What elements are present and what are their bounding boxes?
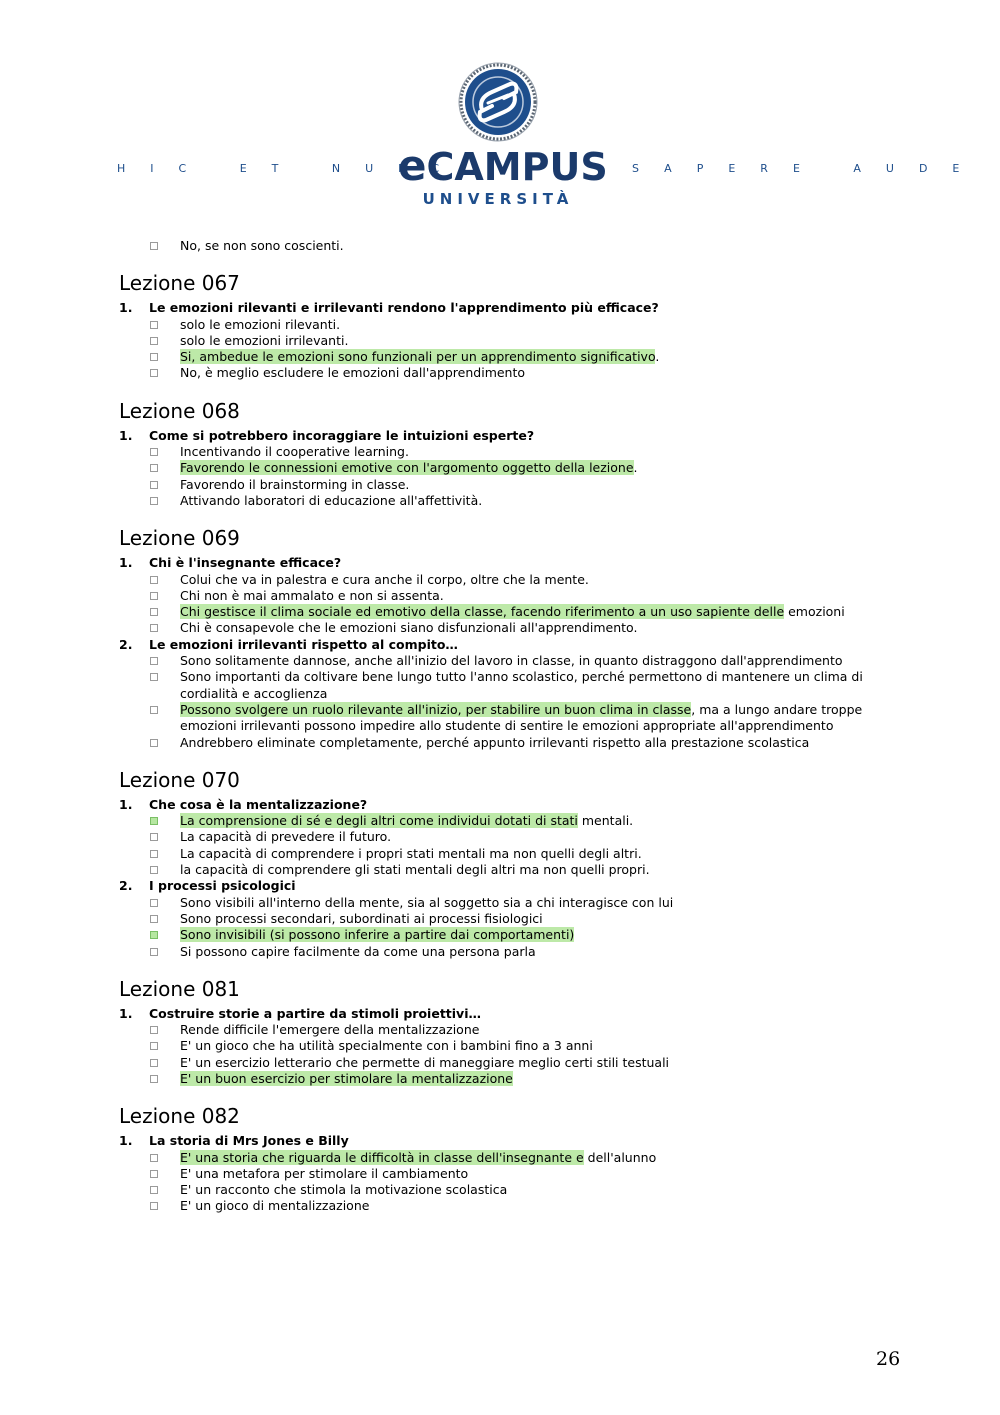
answer-options — [119, 1150, 909, 1215]
checkbox-icon — [149, 477, 180, 493]
checkbox-icon — [149, 333, 180, 349]
lesson-section — [119, 270, 909, 381]
checkbox-icon — [149, 862, 180, 878]
checkbox-icon — [149, 846, 180, 862]
answer-option — [149, 1166, 909, 1182]
answer-rest: Chi non è mai ammalato e non si assenta. — [180, 587, 444, 603]
answer-rest: Andrebbero eliminate completamente, perché appunto irrilevanti rispetto alla prestazione scolastica — [180, 734, 810, 750]
lesson-section — [119, 1103, 909, 1214]
answer-text — [180, 669, 909, 702]
answer-option-correct — [149, 927, 909, 943]
highlighted-answer: Si, ambedue le emozioni sono funzionali per un apprendimento significativo — [180, 349, 656, 365]
highlighted-answer: Possono svolgere un ruolo rilevante all'inizio, per stabilire un buon clima in classe — [180, 701, 692, 717]
question-text: Come si potrebbero incoraggiare le intuizioni esperte? — [149, 427, 535, 443]
question-title — [119, 637, 909, 653]
answer-rest: emozioni — [784, 604, 845, 620]
answer-text — [180, 1150, 909, 1166]
answer-option-correct — [149, 813, 909, 829]
answer-text — [180, 365, 909, 381]
answer-options — [119, 444, 909, 509]
answer-rest: Si possono capire facilmente da come una persona parla — [180, 943, 536, 959]
page-number: 26 — [876, 1348, 901, 1370]
question-number: 1. — [119, 300, 133, 316]
question-number: 1. — [119, 1133, 133, 1149]
answer-text — [180, 653, 909, 669]
answer-option — [149, 333, 909, 349]
answer-option — [149, 477, 909, 493]
checkbox-icon — [149, 702, 180, 735]
answer-option — [149, 895, 909, 911]
document-body — [119, 238, 909, 1215]
checkbox-icon — [149, 669, 180, 702]
question-item — [119, 555, 909, 636]
question-item — [119, 1006, 909, 1087]
question-text: Chi è l'insegnante efficace? — [149, 555, 342, 571]
question-number: 1. — [119, 1005, 133, 1021]
motto-right: SAPERE AUDE — [632, 162, 985, 175]
answer-rest: E' un gioco di mentalizzazione — [180, 1198, 370, 1214]
answer-rest: Colui che va in palestra e cura anche il corpo, oltre che la mente. — [180, 571, 589, 587]
checkbox-icon — [149, 1198, 180, 1214]
answer-option — [149, 1038, 909, 1054]
answer-text — [180, 572, 909, 588]
question-title — [119, 1133, 909, 1149]
question-number: 1. — [119, 427, 133, 443]
answer-text — [180, 1182, 909, 1198]
answer-options — [119, 572, 909, 637]
answer-rest: E' un gioco che ha utilità specialmente con i bambini fino a 3 anni — [180, 1038, 593, 1054]
answer-option-correct — [149, 1071, 909, 1087]
checkbox-icon — [149, 572, 180, 588]
question-text: Le emozioni rilevanti e irrilevanti rendono l'apprendimento più efficace? — [149, 300, 659, 316]
checkbox-icon — [149, 588, 180, 604]
answer-option — [149, 588, 909, 604]
brand-name: CAMPUS — [426, 145, 608, 189]
checkbox-icon — [149, 927, 180, 943]
answer-rest: E' un esercizio letterario che permette di maneggiare meglio certi stili testuali — [180, 1054, 670, 1070]
checkbox-icon — [149, 1182, 180, 1198]
answer-option — [149, 493, 909, 509]
checkbox-icon — [149, 813, 180, 829]
checkbox-icon — [149, 238, 180, 254]
answer-option — [149, 238, 909, 254]
answer-rest: Rende difficile l'emergere della mentalizzazione — [180, 1022, 480, 1038]
answer-option-correct — [149, 702, 909, 735]
answer-text — [180, 829, 909, 845]
checkbox-icon — [149, 444, 180, 460]
lesson-title: Lezione 082 — [119, 1104, 240, 1129]
answer-text — [180, 1071, 909, 1087]
question-number: 1. — [119, 796, 133, 812]
answer-text — [180, 1198, 909, 1214]
ecampus-seal-logo-icon — [458, 62, 538, 142]
answer-option — [149, 1198, 909, 1214]
answer-rest: Sono importanti da coltivare bene lungo tutto l'anno scolastico, perché permettono di mantenere un clima di cordialità e accoglienza — [180, 669, 863, 701]
lesson-title: Lezione 067 — [119, 271, 240, 296]
answer-options — [119, 1022, 909, 1087]
checkbox-icon — [149, 1166, 180, 1182]
answer-rest: E' un racconto che stimola la motivazione scolastica — [180, 1182, 508, 1198]
question-text: Le emozioni irrilevanti rispetto al compito… — [149, 636, 458, 652]
question-item — [119, 637, 909, 751]
checkbox-icon — [149, 911, 180, 927]
checkbox-icon — [149, 1055, 180, 1071]
answer-text — [180, 1055, 909, 1071]
answer-text — [180, 477, 909, 493]
question-title — [119, 555, 909, 571]
answer-text — [180, 333, 909, 349]
checkbox-icon — [149, 365, 180, 381]
question-number: 2. — [119, 878, 133, 894]
checkbox-icon — [149, 604, 180, 620]
answer-rest: Attivando laboratori di educazione all'affettività. — [180, 492, 483, 508]
lesson-title: Lezione 068 — [119, 398, 240, 423]
answer-option — [149, 317, 909, 333]
lesson-title: Lezione 081 — [119, 976, 240, 1001]
lesson-section — [119, 525, 909, 751]
question-text: I processi psicologici — [149, 878, 296, 894]
question-item — [119, 300, 909, 381]
checkbox-icon — [149, 735, 180, 751]
lesson-title: Lezione 070 — [119, 767, 240, 792]
answer-rest: . — [633, 460, 638, 476]
question-number: 1. — [119, 555, 133, 571]
answer-rest: mentali. — [577, 813, 634, 829]
question-title — [119, 300, 909, 316]
checkbox-icon — [149, 653, 180, 669]
answer-text — [180, 317, 909, 333]
answer-rest: solo le emozioni irrilevanti. — [180, 332, 349, 348]
answer-text — [180, 1022, 909, 1038]
answer-option — [149, 1182, 909, 1198]
answer-rest: Incentivando il cooperative learning. — [180, 444, 409, 460]
answer-text — [180, 911, 909, 927]
checkbox-icon — [149, 895, 180, 911]
lesson-title: Lezione 069 — [119, 526, 240, 551]
question-text: Costruire storie a partire da stimoli proiettivi… — [149, 1005, 481, 1021]
lesson-section — [119, 976, 909, 1087]
answer-rest: . — [655, 349, 660, 365]
checkbox-icon — [149, 620, 180, 636]
answer-text — [180, 493, 909, 509]
answer-text — [180, 927, 909, 943]
answer-option — [149, 365, 909, 381]
question-text: La storia di Mrs Jones e Billy — [149, 1133, 349, 1149]
answer-rest: , ma a lungo andare troppe emozioni irrilevanti possono impedire allo studente di sentire le emozioni appropriate all'apprendimento — [180, 701, 863, 734]
page-header — [0, 0, 1000, 220]
question-item — [119, 428, 909, 509]
checkbox-icon — [149, 349, 180, 365]
answer-options — [119, 653, 909, 751]
checkbox-icon — [149, 493, 180, 509]
checkbox-icon — [149, 1071, 180, 1087]
answer-rest: La capacità di comprendere i propri stati mentali ma non quelli degli altri. — [180, 845, 642, 861]
checkbox-icon — [149, 317, 180, 333]
motto-left: HIC ET NUNC — [117, 162, 465, 175]
answer-rest: Sono processi secondari, subordinati ai processi fisiologici — [180, 910, 543, 926]
answer-option — [149, 829, 909, 845]
answer-rest: la capacità di comprendere gli stati mentali degli altri ma non quelli propri. — [180, 862, 650, 878]
answer-text — [180, 895, 909, 911]
question-item — [119, 878, 909, 959]
answer-text — [180, 1038, 909, 1054]
highlighted-answer: Chi gestisce il clima sociale ed emotivo della classe, facendo riferimento a un uso sapiente delle — [180, 604, 785, 620]
answer-options — [119, 317, 909, 382]
answer-option — [149, 944, 909, 960]
answer-option — [149, 1055, 909, 1071]
answer-text — [180, 813, 909, 829]
checkbox-icon — [149, 1150, 180, 1166]
question-item — [119, 797, 909, 878]
answer-rest: Favorendo il brainstorming in classe. — [180, 476, 410, 492]
answer-option-correct — [149, 460, 909, 476]
answer-text — [180, 604, 909, 620]
question-title — [119, 1006, 909, 1022]
question-text: Che cosa è la mentalizzazione? — [149, 796, 368, 812]
answer-text — [180, 460, 909, 476]
checkbox-icon — [149, 829, 180, 845]
answer-rest: solo le emozioni rilevanti. — [180, 316, 341, 332]
orphan-option — [119, 238, 909, 254]
answer-option-correct — [149, 349, 909, 365]
answer-text — [180, 1166, 909, 1182]
answer-option — [149, 444, 909, 460]
answer-option — [149, 669, 909, 702]
answer-rest: Sono solitamente dannose, anche all'inizio del lavoro in classe, in quanto distraggono dall'apprendimento — [180, 653, 843, 669]
answer-text — [180, 944, 909, 960]
answer-option-correct — [149, 604, 909, 620]
answer-rest: dell'alunno — [583, 1149, 657, 1165]
checkbox-icon — [149, 1022, 180, 1038]
checkbox-icon — [149, 460, 180, 476]
lesson-section — [119, 398, 909, 509]
question-title — [119, 797, 909, 813]
answer-options — [119, 895, 909, 960]
answer-text — [180, 702, 909, 735]
answer-text: No, se non sono coscienti. — [180, 238, 344, 253]
answer-text — [180, 862, 909, 878]
question-number: 2. — [119, 636, 133, 652]
answer-text — [180, 735, 909, 751]
answer-option — [149, 620, 909, 636]
highlighted-answer: Favorendo le connessioni emotive con l'argomento oggetto della lezione — [180, 460, 634, 476]
answer-rest: No, è meglio escludere le emozioni dall'apprendimento — [180, 365, 526, 381]
brand-e: e — [398, 141, 427, 190]
answer-option — [149, 846, 909, 862]
answer-option — [149, 572, 909, 588]
highlighted-answer: E' un buon esercizio per stimolare la mentalizzazione — [180, 1070, 513, 1086]
checkbox-icon — [149, 1038, 180, 1054]
answer-option — [149, 653, 909, 669]
answer-option — [149, 862, 909, 878]
answer-option — [149, 735, 909, 751]
answer-option — [149, 1022, 909, 1038]
answer-text — [180, 349, 909, 365]
brand-wordmark — [398, 141, 608, 190]
answer-text — [180, 444, 909, 460]
answer-option-correct — [149, 1150, 909, 1166]
question-title — [119, 428, 909, 444]
answer-text — [180, 846, 909, 862]
highlighted-answer: La comprensione di sé e degli altri come individui dotati di stati — [180, 813, 578, 829]
question-title — [119, 878, 909, 894]
lesson-list — [119, 270, 909, 1214]
answer-rest: Sono visibili all'interno della mente, sia al soggetto sia a chi interagisce con lui — [180, 894, 674, 910]
answer-rest: La capacità di prevedere il futuro. — [180, 829, 392, 845]
highlighted-answer: E' una storia che riguarda le difficoltà in classe dell'insegnante e — [180, 1149, 584, 1165]
answer-text — [180, 588, 909, 604]
answer-rest: E' una metafora per stimolare il cambiamento — [180, 1165, 469, 1181]
answer-option — [149, 911, 909, 927]
answer-rest: Chi è consapevole che le emozioni siano disfunzionali all'apprendimento. — [180, 620, 638, 636]
question-item — [119, 1133, 909, 1214]
lesson-section — [119, 767, 909, 960]
checkbox-icon — [149, 944, 180, 960]
answer-options — [119, 813, 909, 878]
answer-text — [180, 620, 909, 636]
highlighted-answer: Sono invisibili (si possono inferire a partire dai comportamenti) — [180, 927, 575, 943]
brand-subtitle: UNIVERSITÀ — [422, 190, 574, 208]
